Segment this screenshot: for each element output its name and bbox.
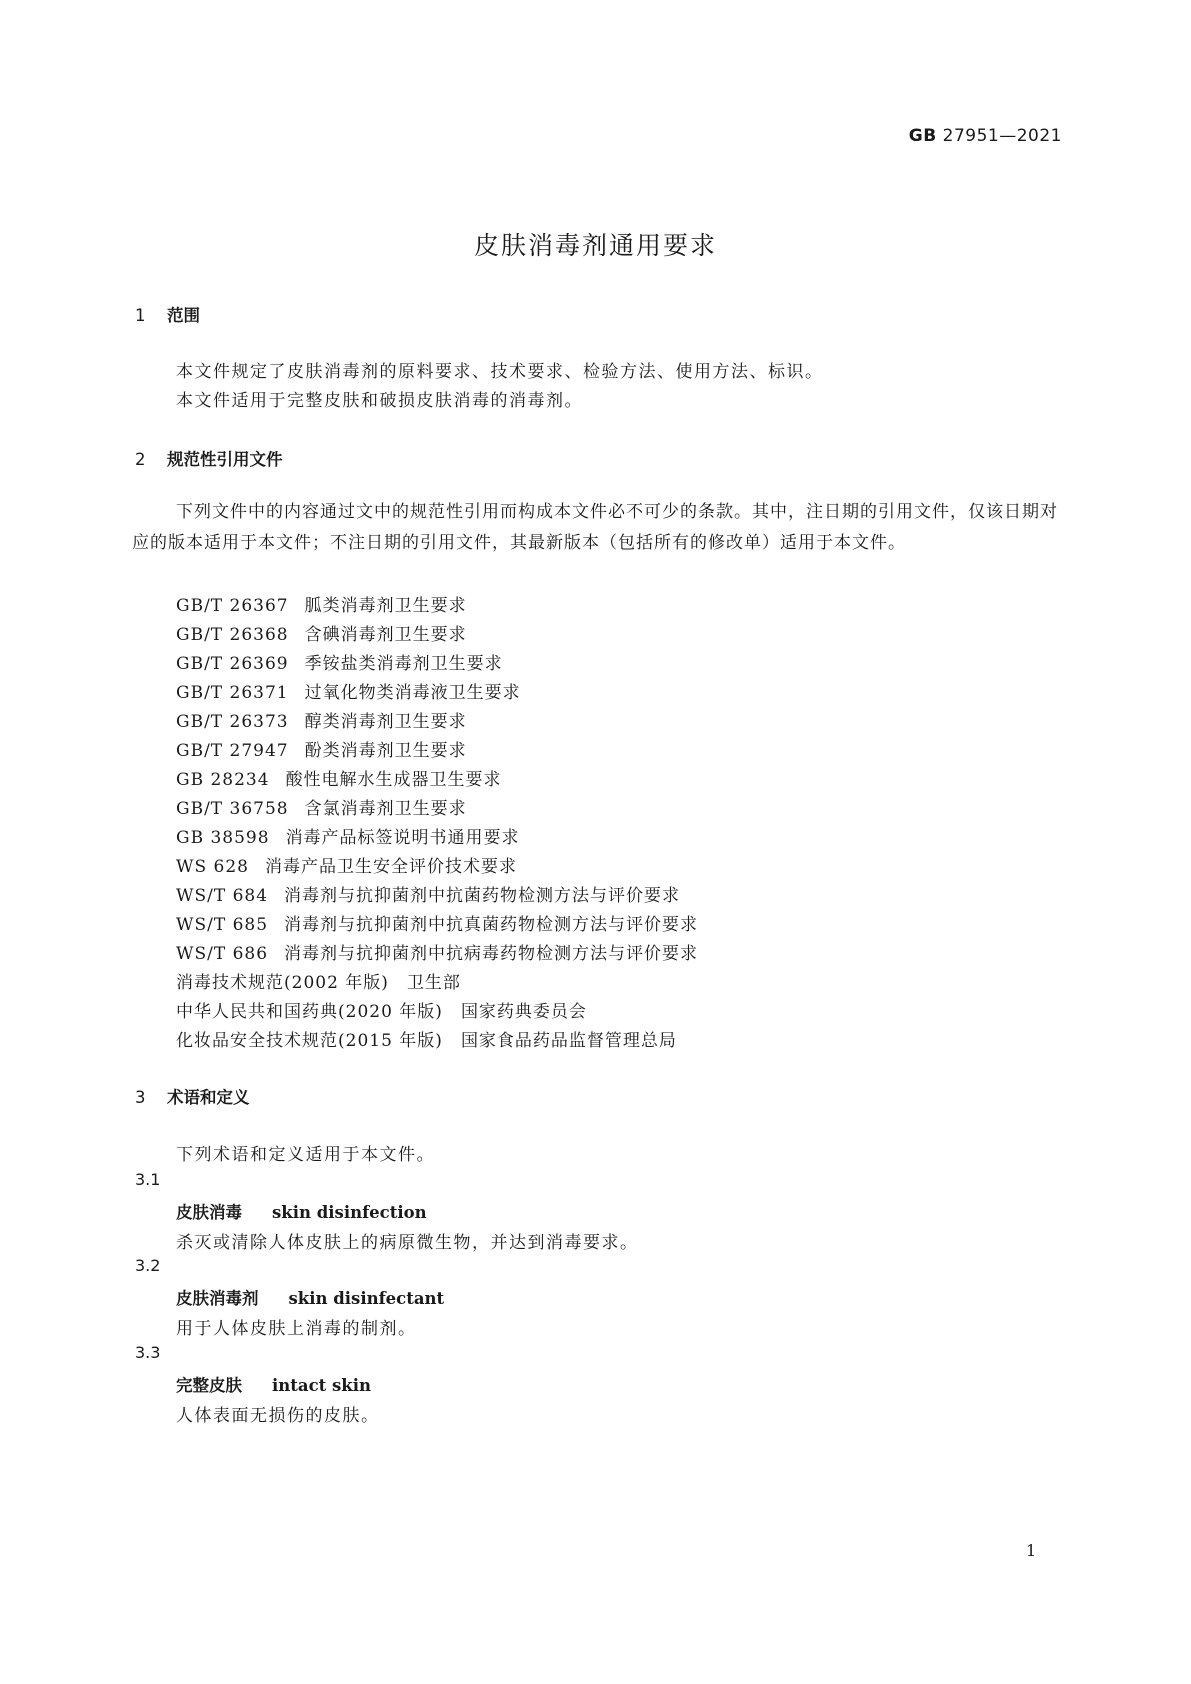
paragraph: 本文件适用于完整皮肤和破损皮肤消毒的消毒剂。 <box>176 391 583 411</box>
clause-number: 3.2 <box>135 1256 161 1275</box>
paragraph: 本文件规定了皮肤消毒剂的原料要求、技术要求、检验方法、使用方法、标识。 <box>176 362 824 382</box>
reference-item: 中华人民共和国药典(2020 年版) 国家药典委员会 <box>176 1002 587 1022</box>
reference-item: WS 628 消毒产品卫生安全评价技术要求 <box>176 857 517 877</box>
term-en: intact skin <box>272 1376 371 1395</box>
reference-item: WS/T 684 消毒剂与抗抑菌剂中抗菌药物检测方法与评价要求 <box>176 886 681 906</box>
term-zh: 皮肤消毒 <box>176 1203 242 1222</box>
standard-prefix: GB <box>908 126 937 146</box>
section-number: 1 <box>135 306 146 325</box>
reference-item: WS/T 686 消毒剂与抗抑菌剂中抗病毒药物检测方法与评价要求 <box>176 944 699 964</box>
section-title: 规范性引用文件 <box>167 450 283 469</box>
term-zh: 完整皮肤 <box>176 1376 242 1395</box>
standard-number: 27951—2021 <box>942 126 1062 146</box>
section-number: 3 <box>135 1088 146 1107</box>
section-title: 术语和定义 <box>167 1088 250 1107</box>
standard-code <box>909 126 1062 146</box>
paragraph: 下列文件中的内容通过文中的规范性引用而构成本文件必不可少的条款。其中，注日期的引用文件，仅该日期对应的版本适用于本文件；不注日期的引用文件，其最新版本（包括所有的修改单）适用于本文件。 <box>132 502 1058 553</box>
term-entry <box>176 1285 444 1309</box>
term-zh: 皮肤消毒剂 <box>176 1289 259 1308</box>
term-entry <box>176 1372 371 1396</box>
document-title: 皮肤消毒剂通用要求 <box>473 231 717 260</box>
reference-item: 化妆品安全技术规范(2015 年版) 国家食品药品监督管理总局 <box>176 1031 677 1051</box>
term-en: skin disinfectant <box>288 1289 445 1308</box>
clause-number: 3.1 <box>135 1170 161 1189</box>
term-en: skin disinfection <box>272 1203 427 1222</box>
section-number: 2 <box>135 450 146 469</box>
section-title: 范围 <box>167 306 200 325</box>
reference-item: GB/T 26371 过氧化物类消毒液卫生要求 <box>176 683 521 703</box>
reference-item: GB/T 36758 含氯消毒剂卫生要求 <box>176 799 467 819</box>
reference-item: 消毒技术规范(2002 年版) 卫生部 <box>176 973 461 993</box>
reference-item: GB/T 26369 季铵盐类消毒剂卫生要求 <box>176 654 503 674</box>
reference-item: GB/T 26367 胍类消毒剂卫生要求 <box>176 596 467 616</box>
reference-item: GB 28234 酸性电解水生成器卫生要求 <box>176 770 502 790</box>
section-2-heading <box>135 446 283 470</box>
term-definition: 用于人体皮肤上消毒的制剂。 <box>176 1319 417 1339</box>
reference-item: GB/T 27947 酚类消毒剂卫生要求 <box>176 741 467 761</box>
reference-item: GB/T 26368 含碘消毒剂卫生要求 <box>176 625 467 645</box>
section-1-heading <box>135 302 200 326</box>
reference-item: GB/T 26373 醇类消毒剂卫生要求 <box>176 712 467 732</box>
term-definition: 人体表面无损伤的皮肤。 <box>176 1406 380 1426</box>
clause-number: 3.3 <box>135 1343 161 1362</box>
paragraph: 下列术语和定义适用于本文件。 <box>176 1145 435 1165</box>
page-number: 1 <box>1026 1541 1037 1560</box>
term-entry <box>176 1199 427 1223</box>
reference-item: WS/T 685 消毒剂与抗抑菌剂中抗真菌药物检测方法与评价要求 <box>176 915 699 935</box>
section-3-heading <box>135 1084 250 1108</box>
term-definition: 杀灭或清除人体皮肤上的病原微生物，并达到消毒要求。 <box>176 1233 639 1253</box>
reference-item: GB 38598 消毒产品标签说明书通用要求 <box>176 828 520 848</box>
